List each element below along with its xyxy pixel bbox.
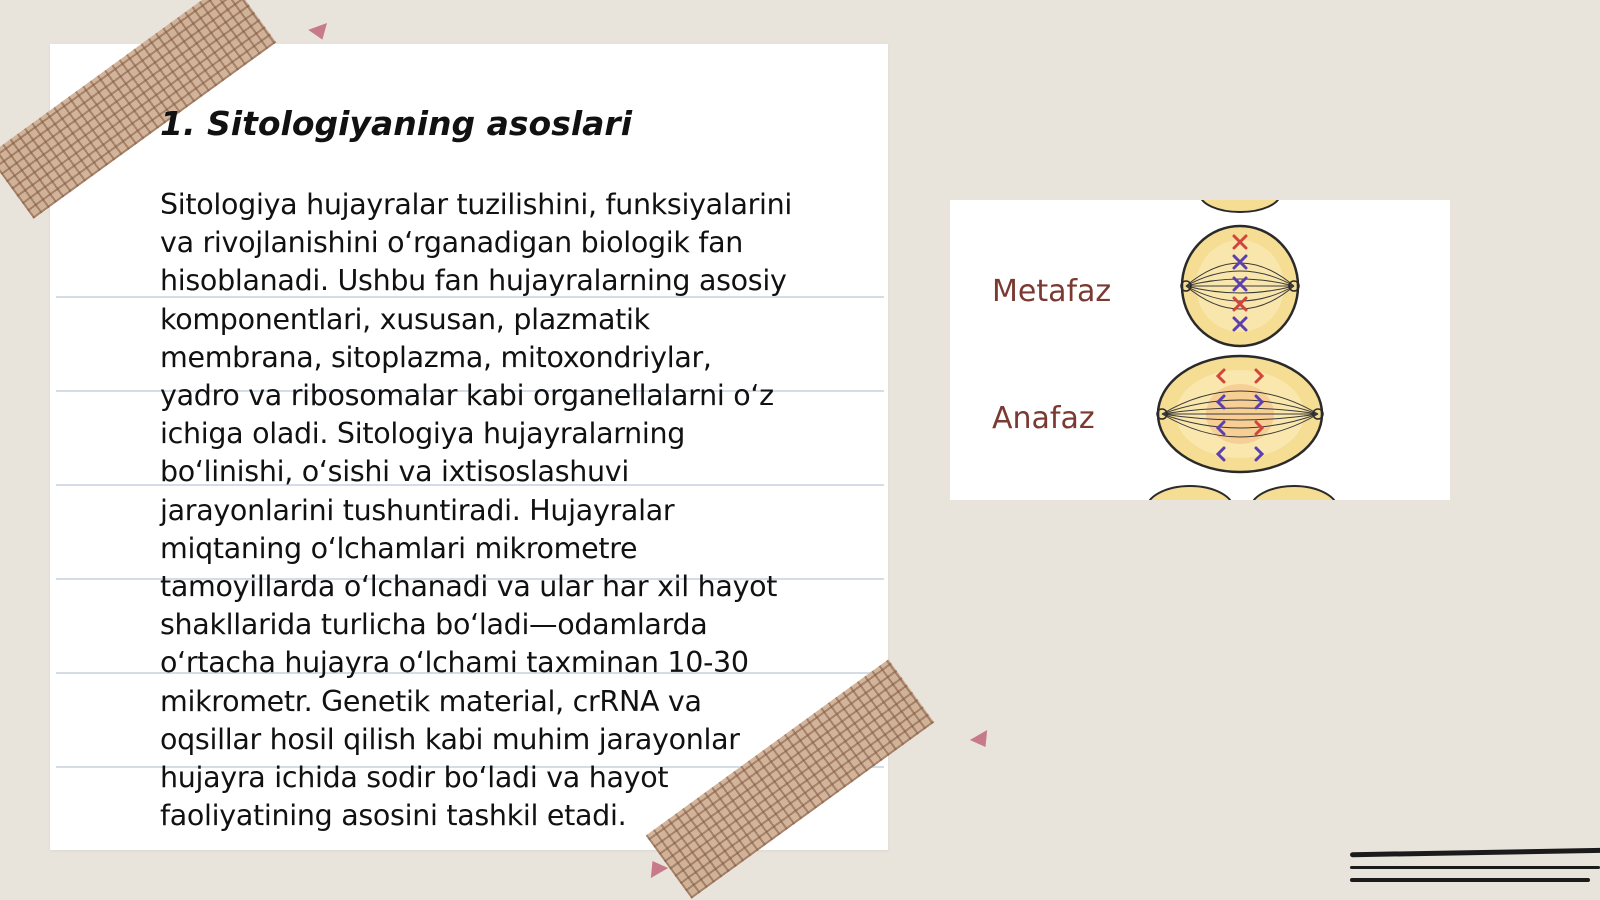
slide-title: 1. Sitologiyaning asoslari (160, 104, 633, 143)
decorative-stroke (1350, 878, 1590, 882)
label-metaphase: Metafaz (992, 274, 1112, 309)
decorative-stroke (1350, 866, 1600, 869)
pin-decoration (308, 23, 332, 43)
metaphase-cell (1181, 226, 1299, 346)
mitosis-illustration (950, 200, 1450, 500)
slide-body-text: Sitologiya hujayralar tuzilishini, funksiyalarini va rivojlanishini o‘rganadigan biologik fan hisoblanadi. Ushbu fan hujayralarning asosiy komponentlari, xususan, plazmatik membrana, sitoplazma, mitoxondriylar, yadro va ribosomalar kabi organellalarni o‘z ichiga oladi. Sitologiya hujayralarning bo‘linishi, o‘sishi va ixtisoslashuvi jarayonlarini tushuntiradi. Hujayralar miqtaning o‘lchamlari mikrometre tamoyillarda o‘lchanadi va ular har xil hayot shakllarida turlicha bo‘ladi—odamlarda o‘rtacha hujayra o‘lchami taxminan 10-30 mikrometr. Genetik material, crRNA va oqsillar hosil qilish kabi muhim jarayonlar hujayra ichida sodir bo‘ladi va hayot faoliyatining asosini tashkil etadi. (160, 188, 793, 833)
label-anaphase: Anafaz (992, 401, 1095, 436)
decorative-stroke (1350, 848, 1600, 858)
cell-partial-bottom-right (1250, 486, 1338, 500)
cell-partial-bottom-left (1146, 486, 1234, 500)
cell-partial-top (1200, 200, 1280, 212)
mitosis-figure (950, 200, 1450, 500)
anaphase-cell (1157, 356, 1323, 472)
pin-decoration (970, 730, 994, 752)
